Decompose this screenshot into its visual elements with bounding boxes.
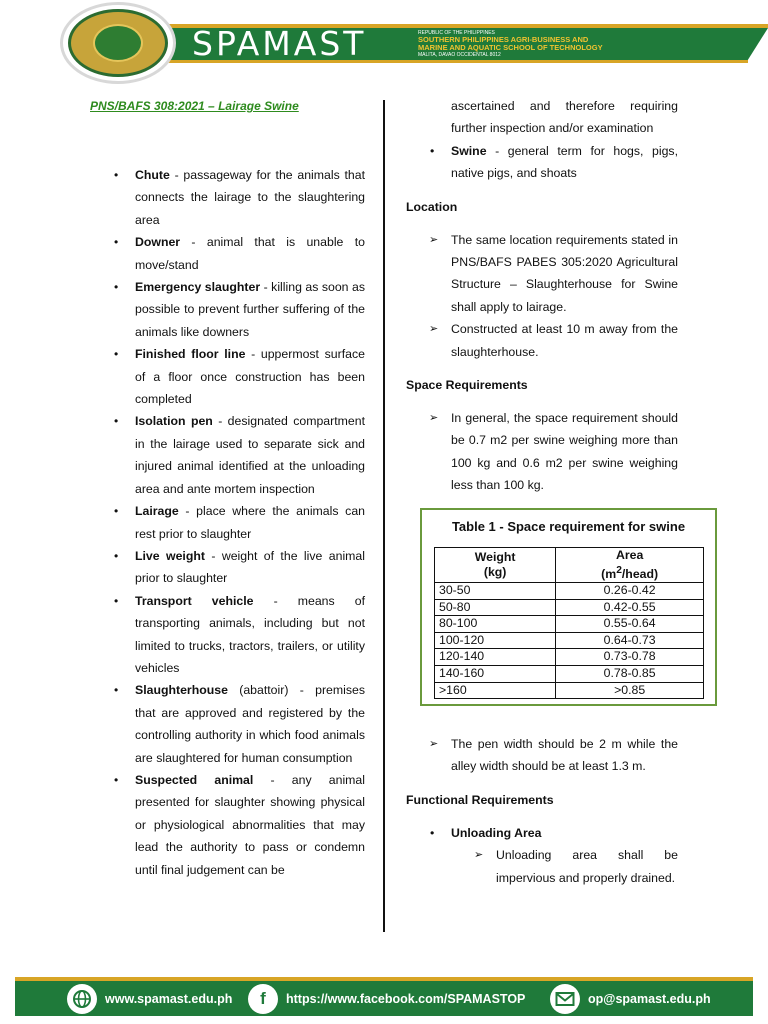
website-link[interactable]: www.spamast.edu.ph <box>105 991 233 1006</box>
area-cell: 0.73-0.78 <box>556 649 704 666</box>
document-title: PNS/BAFS 308:2021 – Lairage Swine <box>90 99 299 113</box>
header-area-unit-post: /head) <box>621 567 659 582</box>
table-row <box>435 649 704 666</box>
facebook-icon: f <box>248 984 278 1014</box>
definition-item <box>90 769 365 881</box>
definition-item <box>90 679 365 769</box>
space-requirement-table-box <box>420 508 717 706</box>
weight-cell: 30-50 <box>435 583 556 600</box>
location-item-text: The same location requirements stated in PNS/BAFS PABES 305:2020 Agricultural Structure – Slaughterhouse for Swine shall apply to lairage. <box>451 232 678 314</box>
header-weight-unit: (kg) <box>483 565 507 580</box>
header-weight <box>435 548 556 583</box>
footer-website[interactable] <box>67 981 232 1016</box>
space-requirements-heading: Space Requirements <box>406 378 528 393</box>
definition-term: Emergency slaughter <box>135 280 261 295</box>
bullet-icon: • <box>114 414 119 429</box>
header-area-unit-pre: (m <box>601 567 617 582</box>
brand-name: SPAMAST <box>192 24 367 63</box>
definition-text: - uppermost surface of a floor once construction has been completed <box>135 347 365 407</box>
unloading-sub-text: Unloading area shall be impervious and properly drained. <box>496 848 678 885</box>
email-icon <box>550 984 580 1014</box>
weight-cell: 140-160 <box>435 666 556 683</box>
definition-item <box>90 590 365 680</box>
definition-term: Chute <box>135 168 170 182</box>
footer-facebook[interactable] <box>248 981 525 1016</box>
unloading-area-item <box>406 822 678 844</box>
area-cell: 0.55-0.64 <box>556 616 704 633</box>
globe-icon <box>67 984 97 1014</box>
bullet-icon: • <box>114 347 119 362</box>
definition-term: Swine <box>451 143 487 158</box>
definition-term: Downer <box>135 235 181 250</box>
area-cell: 0.78-0.85 <box>556 666 704 683</box>
definition-text: - any animal presented for slaughter showing physical or physiological abnormalities that may lead the authority to pass or condemn until final judgement can be <box>135 772 365 877</box>
definition-text: - place where the animals can rest prior to slaughter <box>135 504 365 541</box>
definitions-list <box>90 164 365 881</box>
facebook-link[interactable]: https://www.facebook.com/SPAMASTOP <box>286 991 526 1006</box>
weight-cell: 80-100 <box>435 616 556 633</box>
weight-cell: 50-80 <box>435 599 556 616</box>
bullet-icon: • <box>114 593 119 608</box>
definition-item <box>90 231 365 276</box>
definition-term: Finished floor line <box>135 347 246 362</box>
space-requirement-table <box>434 547 704 699</box>
space-item <box>406 407 678 497</box>
definition-text: - general term for hogs, pigs, native pigs, and shoats <box>451 143 678 181</box>
location-heading: Location <box>406 199 458 214</box>
definition-item <box>90 276 365 343</box>
definition-item <box>90 164 365 231</box>
definition-text: - designated compartment in the lairage used to separate sick and injured animal identified at the unloading area and ante mortem inspection <box>135 414 365 496</box>
continued-definition: ascertained and therefore requiring further inspection and/or examination <box>451 99 678 136</box>
weight-cell: 120-140 <box>435 649 556 666</box>
email-link[interactable]: op@spamast.edu.ph <box>588 991 711 1006</box>
definition-text: - killing as soon as possible to prevent further suffering of the animals like downers <box>135 280 365 339</box>
definition-item <box>90 545 365 590</box>
table-header-row <box>435 548 704 583</box>
table-row <box>435 666 704 683</box>
arrow-bullet-icon: ➢ <box>429 412 439 425</box>
area-cell: 0.64-0.73 <box>556 632 704 649</box>
column-divider <box>383 100 385 932</box>
table-row <box>435 682 704 699</box>
arrow-bullet-icon: ➢ <box>429 323 439 336</box>
space-item-text: In general, the space requirement should be 0.7 m2 per swine weighing more than 100 kg and 0.6 m2 per swine weighing less than 100 kg. <box>451 411 678 493</box>
unloading-area-label: Unloading Area <box>451 825 542 840</box>
left-column <box>90 98 365 881</box>
bullet-icon: • <box>114 683 119 698</box>
functional-requirements-heading: Functional Requirements <box>406 792 554 807</box>
definition-term: Slaughterhouse <box>135 683 228 698</box>
definition-term: Suspected animal <box>135 772 254 787</box>
location-list <box>406 229 678 363</box>
header-area <box>556 548 704 583</box>
definition-text: - passageway for the animals that connects the lairage to the slaughtering area <box>135 168 365 227</box>
seal-core <box>93 24 143 62</box>
unloading-sub-item <box>406 844 678 889</box>
area-cell: >0.85 <box>556 682 704 699</box>
table-row <box>435 616 704 633</box>
bullet-icon: • <box>114 504 119 519</box>
pen-width-item <box>406 733 678 778</box>
school-name-line2: MARINE AND AQUATIC SCHOOL OF TECHNOLOGY <box>418 43 603 52</box>
table-row <box>435 599 704 616</box>
definition-term: Isolation pen <box>135 414 213 429</box>
page-header <box>0 0 768 90</box>
weight-cell: >160 <box>435 682 556 699</box>
header-area-label: Area <box>615 548 644 562</box>
table-title: Table 1 - Space requirement for swine <box>451 519 686 534</box>
definition-text: - animal that is unable to move/stand <box>135 235 365 272</box>
location-item-text: Constructed at least 10 m away from the slaughterhouse. <box>451 322 678 359</box>
bullet-icon: • <box>114 772 119 787</box>
header-weight-label: Weight <box>474 550 516 565</box>
seal-ring <box>68 9 168 77</box>
weight-cell: 100-120 <box>435 632 556 649</box>
bullet-icon: • <box>114 280 119 295</box>
bullet-icon: • <box>114 235 119 250</box>
pen-width-text: The pen width should be 2 m while the alley width should be at least 1.3 m. <box>451 737 678 774</box>
school-address: MALITA, DAVAO OCCIDENTAL 8012 <box>418 52 501 58</box>
school-seal-logo <box>60 2 176 84</box>
definition-text: - weight of the live animal prior to slaughter <box>135 548 365 586</box>
bullet-icon: • <box>114 548 119 563</box>
definition-item <box>90 343 365 410</box>
table-row <box>435 632 704 649</box>
arrow-bullet-icon: ➢ <box>429 233 439 246</box>
definition-text: - means of transporting animals, including but not limited to trucks, tractors, trailers, or utility vehicles <box>135 593 366 675</box>
definition-item <box>90 500 365 545</box>
bullet-icon: • <box>430 143 435 158</box>
school-name-line1: SOUTHERN PHILIPPINES AGRI-BUSINESS AND <box>418 35 589 44</box>
arrow-bullet-icon: ➢ <box>429 738 439 750</box>
post-table-block <box>406 733 678 889</box>
location-item <box>406 229 678 319</box>
arrow-bullet-icon: ➢ <box>474 849 484 862</box>
definition-item-swine <box>406 140 678 185</box>
definition-text: (abattoir) - premises that are approved and registered by the controlling authority in which food animals are slaughtered for human consumption <box>135 683 365 765</box>
space-list <box>406 407 678 497</box>
definition-term: Transport vehicle <box>135 593 254 608</box>
school-subtitle <box>418 30 748 58</box>
location-item <box>406 318 678 363</box>
republic-line: REPUBLIC OF THE PHILIPPINES <box>418 30 495 36</box>
page-footer <box>15 981 753 1016</box>
bullet-icon: • <box>114 168 119 182</box>
definition-item <box>90 410 365 500</box>
bullet-icon: • <box>430 825 435 840</box>
definition-term: Live weight <box>135 548 205 563</box>
table-row <box>435 583 704 600</box>
area-cell: 0.26-0.42 <box>556 583 704 600</box>
definition-term: Lairage <box>135 504 179 519</box>
header-area-unit-sup: 2 <box>616 565 622 576</box>
area-cell: 0.42-0.55 <box>556 599 704 616</box>
footer-email[interactable] <box>550 981 711 1016</box>
